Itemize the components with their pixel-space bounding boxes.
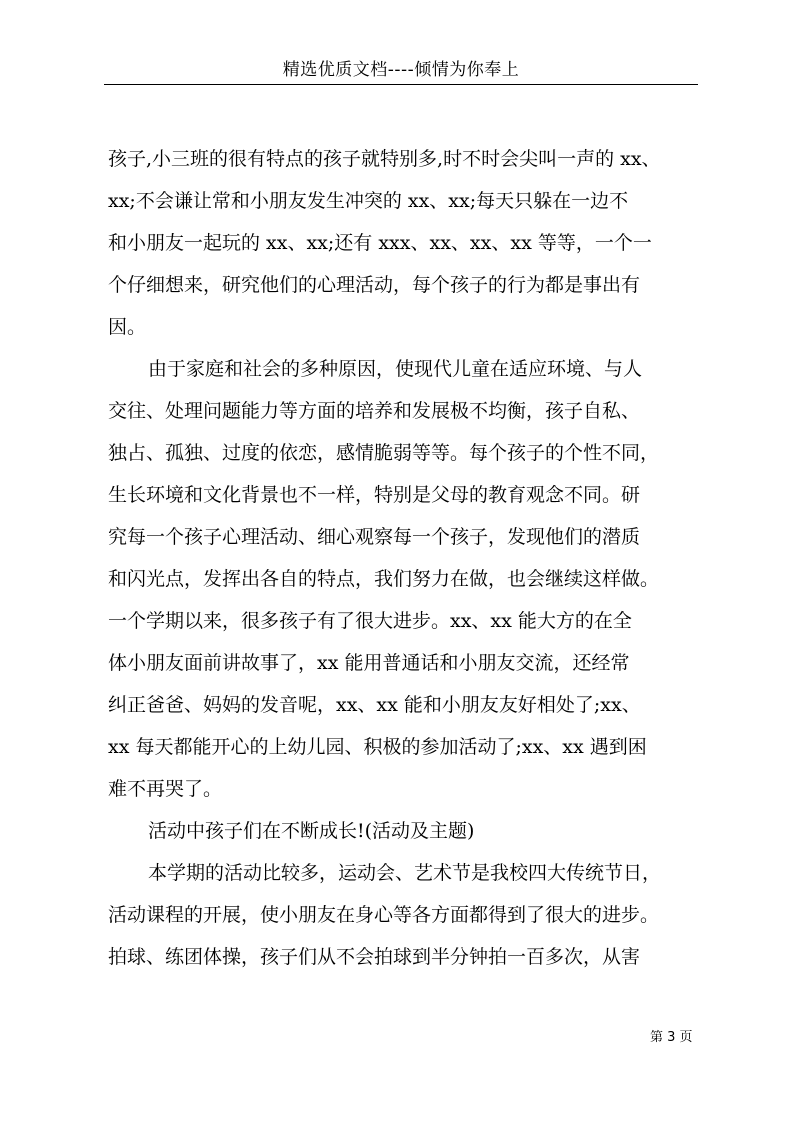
text-line: 和小朋友一起玩的 xx、xx;还有 xxx、xx、xx、xx 等等，一个一 xyxy=(108,232,652,254)
paragraph-start-line: 本学期的活动比较多，运动会、艺术节是我校四大传统节日， xyxy=(148,862,662,884)
text-line: 生长环境和文化背景也不一样，特别是父母的教育观念不同。研 xyxy=(108,484,641,506)
text-line: xx 每天都能开心的上幼儿园、积极的参加活动了;xx、xx 遇到困 xyxy=(108,736,647,758)
text-line: 活动课程的开展，使小朋友在身心等各方面都得到了很大的进步。 xyxy=(108,904,660,926)
text-line: 究每一个孩子心理活动、细心观察每一个孩子，发现他们的潜质 xyxy=(108,526,641,548)
text-line: 孩子,小三班的很有特点的孩子就特别多,时不时会尖叫一声的 xx、 xyxy=(108,148,661,170)
text-line: 拍球、练团体操，孩子们从不会拍球到半分钟拍一百多次，从害 xyxy=(108,946,641,968)
text-line: 独占、孤独、过度的依恋，感情脆弱等等。每个孩子的个性不同， xyxy=(108,442,660,464)
text-line: 因。 xyxy=(108,316,147,338)
page-header: 精选优质文档----倾情为你奉上 xyxy=(104,56,698,85)
text-line: 体小朋友面前讲故事了，xx 能用普通话和小朋友交流，还经常 xyxy=(108,652,630,674)
text-line: 和闪光点，发挥出各自的特点，我们努力在做，也会继续这样做。 xyxy=(108,568,660,590)
text-line: xx;不会谦让常和小朋友发生冲突的 xx、xx;每天只躲在一边不 xyxy=(108,190,629,212)
page-number: 第 3 页 xyxy=(650,1030,693,1045)
text-line: 纠正爸爸、妈妈的发音呢，xx、xx 能和小朋友友好相处了;xx、 xyxy=(108,694,641,716)
text-line: 难不再哭了。 xyxy=(108,778,223,800)
text-line: 个仔细想来，研究他们的心理活动，每个孩子的行为都是事出有 xyxy=(108,274,641,296)
text-line: 一个学期以来，很多孩子有了很大进步。xx、xx 能大方的在全 xyxy=(108,610,632,632)
paragraph-start-line: 由于家庭和社会的多种原因，使现代儿童在适应环境、与人 xyxy=(148,358,643,380)
section-heading: 活动中孩子们在不断成长!(活动及主题) xyxy=(148,820,475,842)
text-line: 交往、处理问题能力等方面的培养和发展极不均衡，孩子自私、 xyxy=(108,400,641,422)
